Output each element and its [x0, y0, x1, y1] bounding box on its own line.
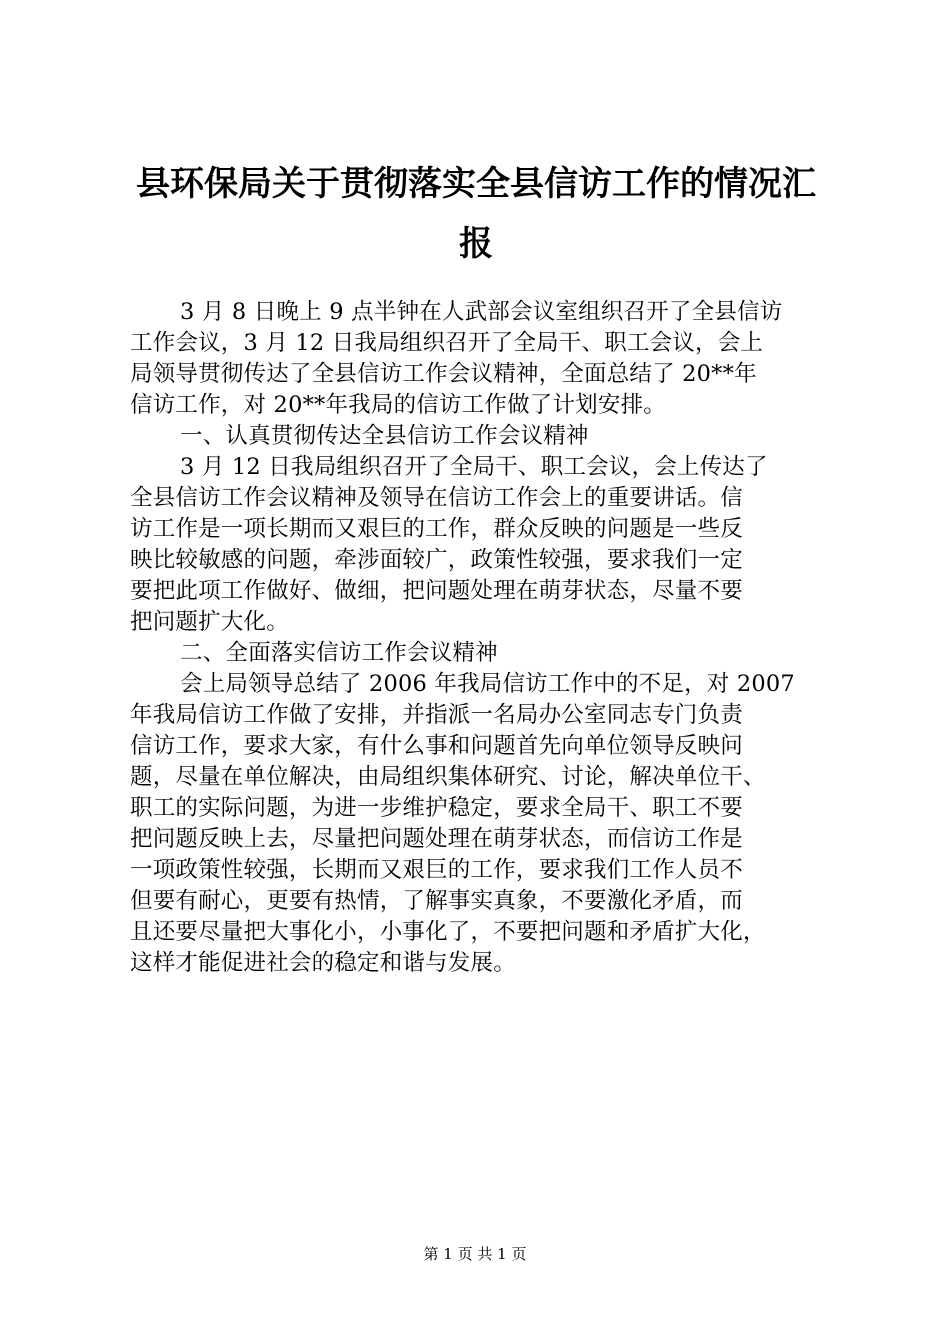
document-title-line-1: 县环保局关于贯彻落实全县信访工作的情况汇	[136, 164, 816, 204]
paragraph-line: 映比较敏感的问题，牵涉面较广，政策性较强，要求我们一定	[130, 547, 743, 573]
paragraph-line: 把问题扩大化。	[130, 609, 289, 635]
paragraph-line: 访工作是一项长期而又艰巨的工作，群众反映的问题是一些反	[130, 516, 743, 542]
paragraph-line: 工作会议，3 月 12 日我局组织召开了全局干、职工会议，会上	[130, 330, 764, 356]
paragraph-line: 且还要尽量把大事化小，小事化了，不要把问题和矛盾扩大化，	[130, 919, 766, 945]
paragraph-line: 但要有耐心，更要有热情，了解事实真象，不要激化矛盾，而	[130, 888, 743, 914]
paragraph-line: 会上局领导总结了 2006 年我局信访工作中的不足，对 2007	[180, 671, 795, 697]
document-title-line-2: 报	[459, 224, 493, 264]
paragraph-line: 局领导贯彻传达了全县信访工作会议精神，全面总结了 20**年	[130, 361, 757, 387]
paragraph-line: 把问题反映上去，尽量把问题处理在萌芽状态，而信访工作是	[130, 826, 743, 852]
page-footer: 第 1 页 共 1 页	[423, 1245, 527, 1263]
paragraph-line: 3 月 8 日晚上 9 点半钟在人武部会议室组织召开了全县信访	[180, 299, 783, 325]
paragraph-line: 3 月 12 日我局组织召开了全局干、职工会议，会上传达了	[180, 454, 768, 480]
section-heading-2: 二、全面落实信访工作会议精神	[180, 640, 498, 666]
paragraph-line: 要把此项工作做好、做细，把问题处理在萌芽状态，尽量不要	[130, 578, 743, 604]
paragraph-line: 职工的实际问题，为进一步维护稳定，要求全局干、职工不要	[130, 795, 743, 821]
paragraph-line: 这样才能促进社会的稳定和谐与发展。	[130, 950, 516, 976]
paragraph-line: 信访工作，要求大家，有什么事和问题首先向单位领导反映问	[130, 733, 743, 759]
section-heading-1: 一、认真贯彻传达全县信访工作会议精神	[180, 423, 589, 449]
paragraph-line: 一项政策性较强，长期而又艰巨的工作，要求我们工作人员不	[130, 857, 743, 883]
paragraph-line: 题，尽量在单位解决，由局组织集体研究、讨论，解决单位干、	[130, 764, 766, 790]
paragraph-line: 信访工作，对 20**年我局的信访工作做了计划安排。	[130, 392, 666, 418]
paragraph-line: 年我局信访工作做了安排，并指派一名局办公室同志专门负责	[130, 702, 743, 728]
document-body	[130, 297, 832, 979]
paragraph-line: 全县信访工作会议精神及领导在信访工作会上的重要讲话。信	[130, 485, 743, 511]
